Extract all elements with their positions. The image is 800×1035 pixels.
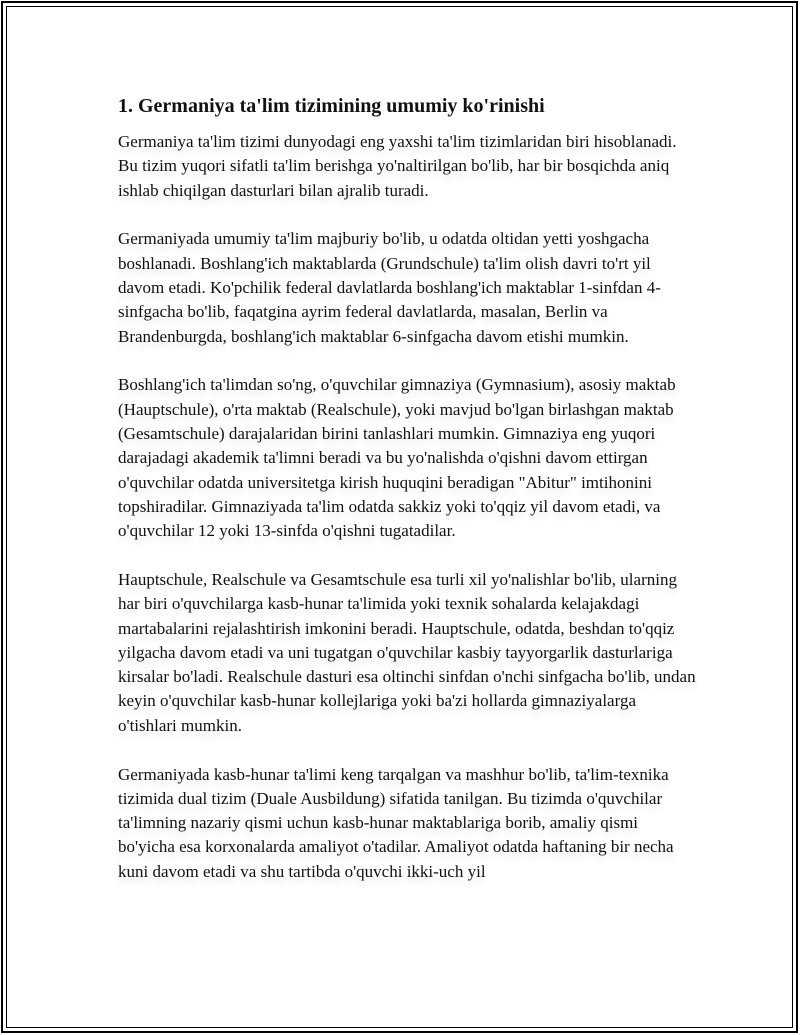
paragraph-school-types: Hauptschule, Realschule va Gesamtschule esa turli xil yo'nalishlar bo'lib, ularning har biri o'quvchilarga kasb-hunar ta'limida yoki texnik sohalarda kelajakdagi martabalarini rejalashtirish imkonini beradi. Hauptschule, odatda, beshdan to'qqiz yilgacha davom etadi va uni tugatgan o'quvchilar kasbiy tayyorgarlik dasturlariga kirsalar bo'ladi. Realschule dasturi esa oltinchi sinfdan o'nchi sinfgacha bo'lib, undan keyin o'quvchilar kasb-hunar kollejlariga yoki ba'zi hollarda gimnaziyalarga o'tishlari mumkin. bbox=[118, 569, 696, 735]
document-body bbox=[118, 92, 698, 909]
paragraph-intro: Germaniya ta'lim tizimi dunyodagi eng yaxshi ta'lim tizimlaridan biri hisoblanadi. Bu tizim yuqori sifatli ta'lim berishga yo'naltirilgan bo'lib, har bir bosqichda aniq ishlab chiqilgan dasturlari bilan ajralib turadi. bbox=[118, 132, 677, 200]
section-heading: 1. Germaniya ta'lim tizimining umumiy ko'rinishi bbox=[118, 95, 545, 117]
paragraph-general-education: Germaniyada umumiy ta'lim majburiy bo'lib, u odatda oltidan yetti yoshgacha boshlanadi. Boshlang'ich maktablarda (Grundschule) ta'lim olish davri to'rt yil davom etadi. Ko'pchilik federal davlatlarda boshlang'ich maktablar 1-sinfdan 4-sinfgacha bo'lib, faqatgina ayrim federal davlatlarda, masalan, Berlin va Brandenburgda, boshlang'ich maktablar 6-sinfgacha davom etishi mumkin. bbox=[118, 229, 661, 346]
paragraph-vocational: Germaniyada kasb-hunar ta'limi keng tarqalgan va mashhur bo'lib, ta'lim-texnika tizimida dual tizim (Duale Ausbildung) sifatida tanilgan. Bu tizimda o'quvchilar ta'limning nazariy qismi uchun kasb-hunar maktablariga borib, amaliy qismi bo'yicha esa korxonalarda amaliyot o'tadilar. Amaliyot odatda haftaning bir necha kuni davom etadi va shu tartibda o'quvchi ikki-uch yil bbox=[118, 764, 674, 881]
paragraph-secondary-schools: Boshlang'ich ta'limdan so'ng, o'quvchilar gimnaziya (Gymnasium), asosiy maktab (Hauptschule), o'rta maktab (Realschule), yoki mavjud bo'lgan birlashgan maktab (Gesamtschule) darajalaridan birini tanlashlari mumkin. Gimnaziya eng yuqori darajadagi akademik ta'limni beradi va bu yo'nalishda o'qishni davom ettirgan o'quvchilar odatda universitetga kirish huquqini beradigan "Abitur" imtihonini topshiradilar. Gimnaziyada ta'lim odatda sakkiz yoki to'qqiz yil davom etadi, va o'quvchilar 12 yoki 13-sinfda o'qishni tugatadilar. bbox=[118, 375, 676, 541]
